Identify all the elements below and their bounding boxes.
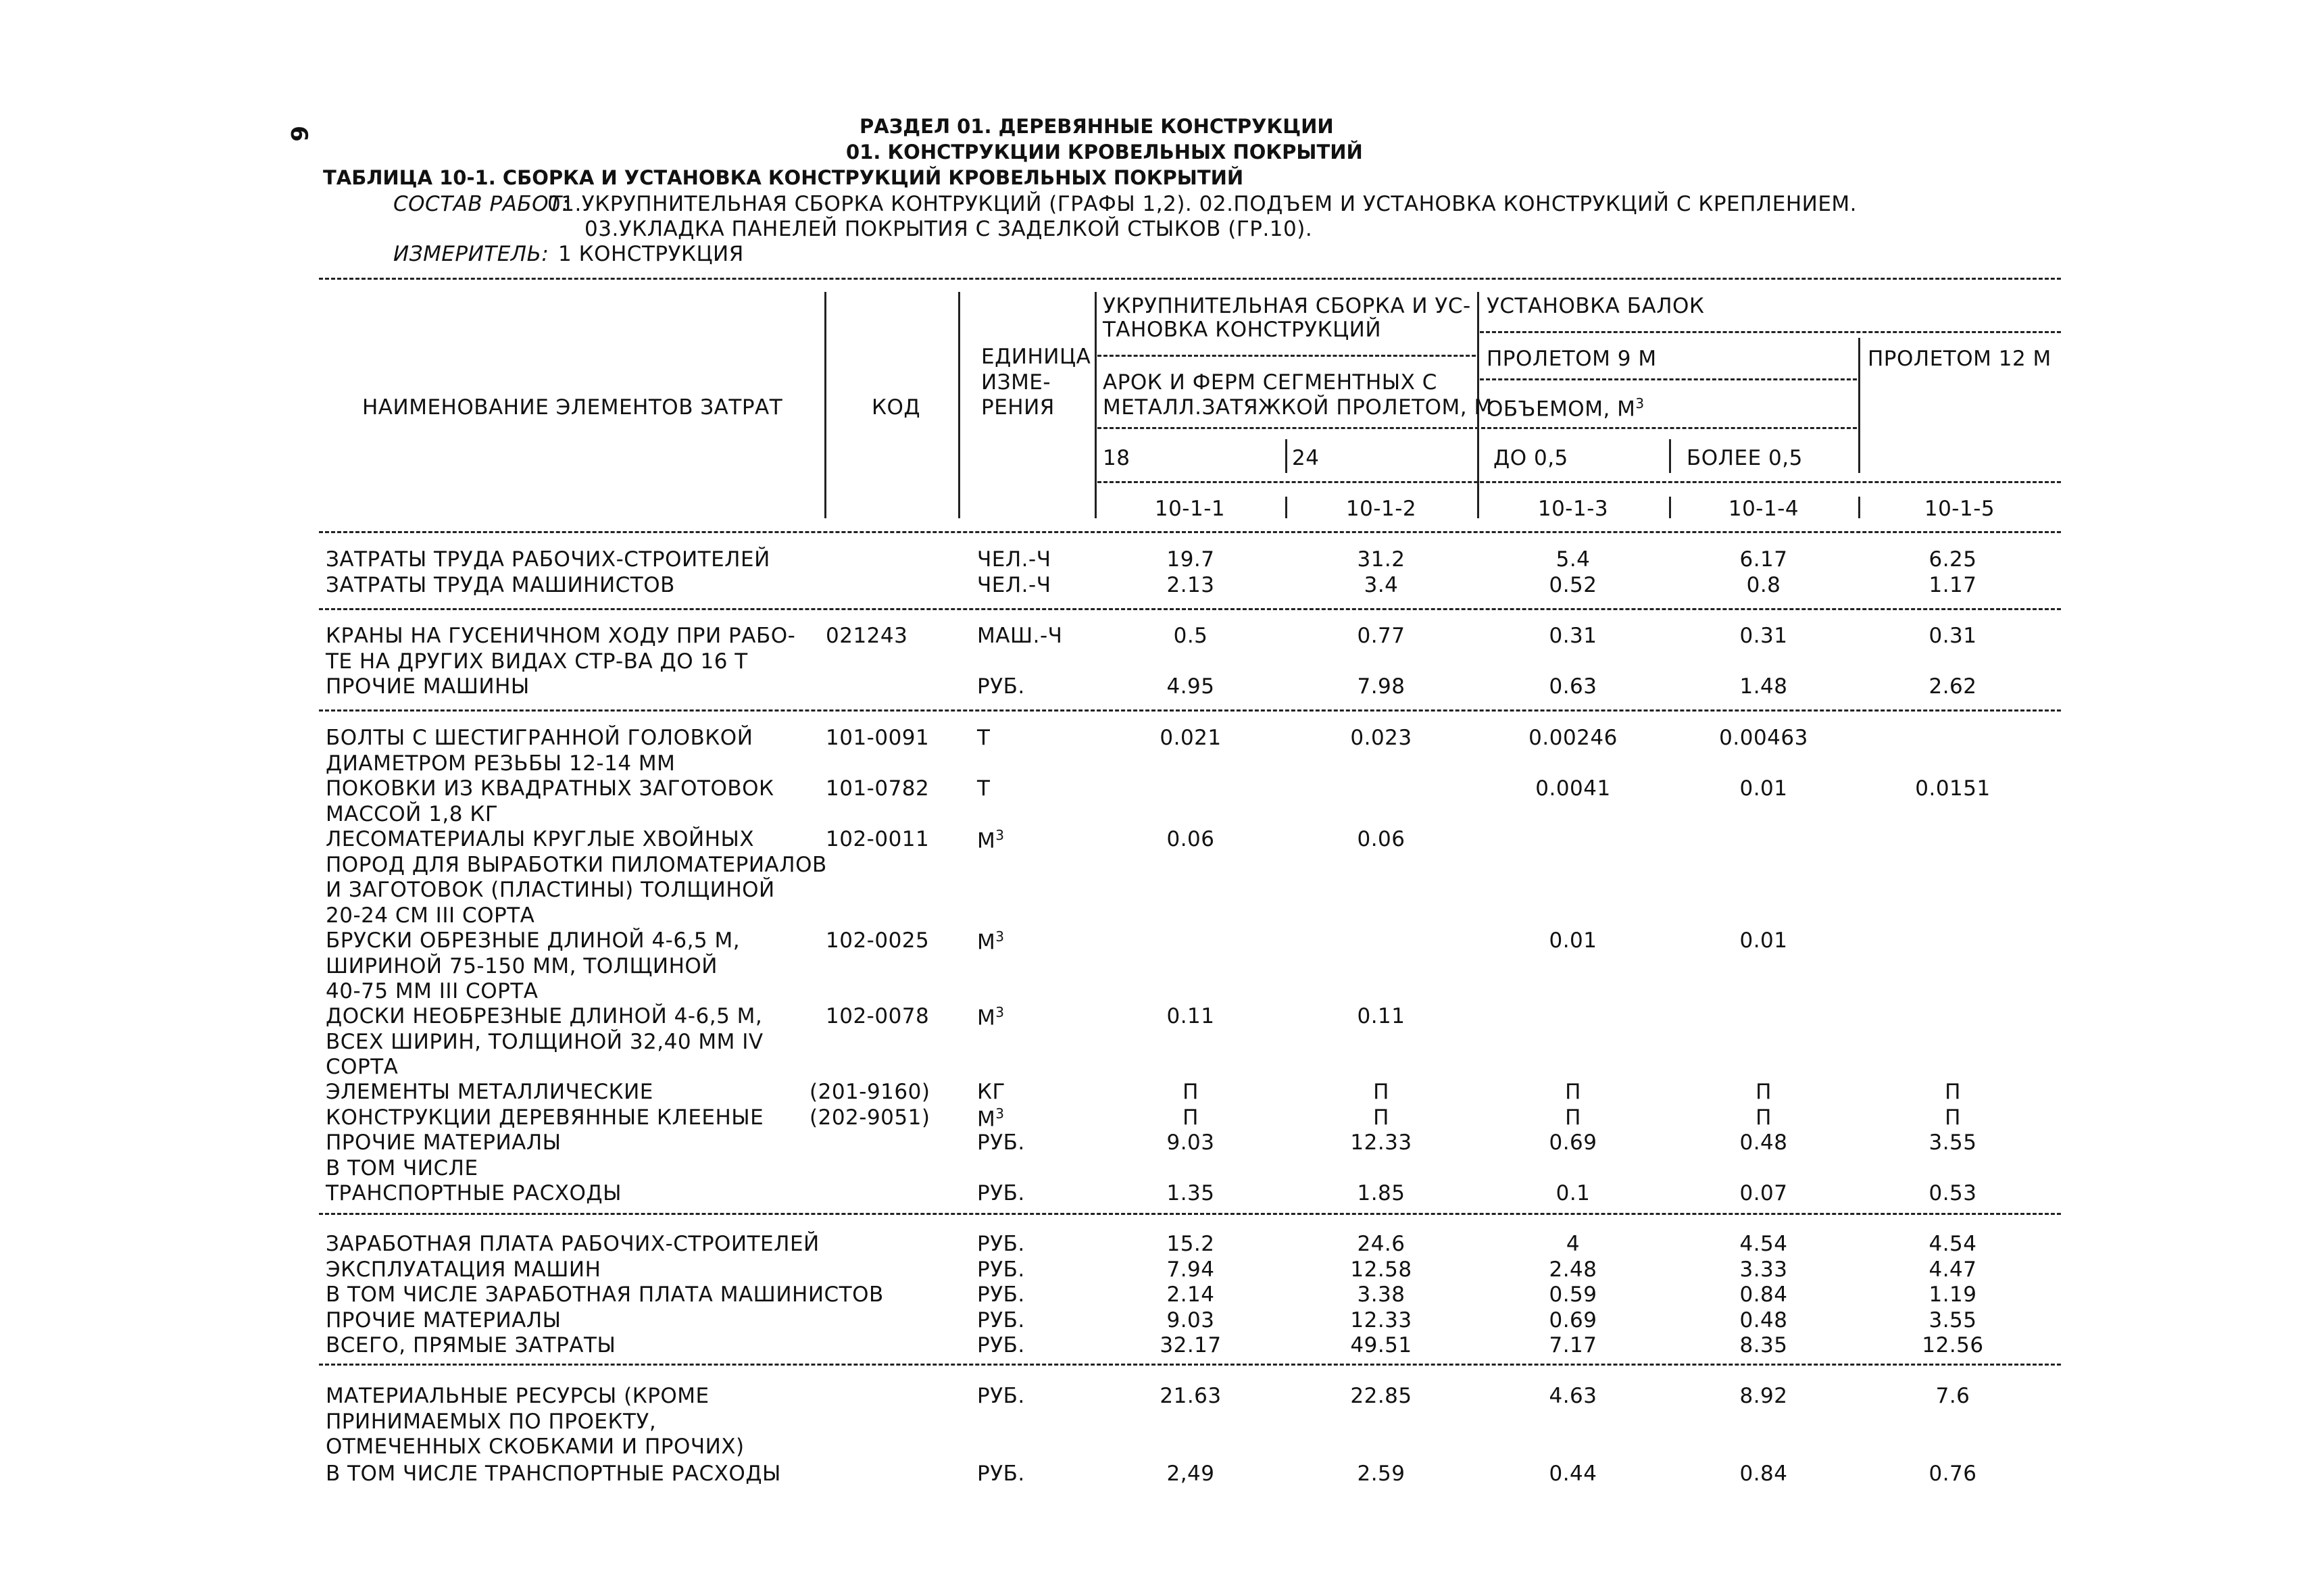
group-rule-4 — [319, 1364, 2061, 1366]
row-value: 4.54 — [1739, 1232, 1788, 1256]
meter-label: ИЗМЕРИТЕЛЬ: — [393, 242, 549, 266]
group1-header-2: ТАНОВКА КОНСТРУКЦИЙ — [1103, 318, 1382, 342]
header-bottom-rule — [319, 531, 2061, 533]
row-name: ДИАМЕТРОМ РЕЗЬБЫ 12-14 ММ — [326, 751, 676, 776]
row-value: 31.2 — [1357, 547, 1405, 572]
row-value: 3.55 — [1928, 1308, 1977, 1332]
row-value: 22.85 — [1350, 1384, 1412, 1408]
row-value: П — [1373, 1080, 1389, 1104]
row-unit: Т — [977, 776, 991, 801]
row-value: 3.38 — [1357, 1282, 1405, 1307]
header-over: БОЛЕЕ 0,5 — [1687, 446, 1803, 470]
row-value: 2.59 — [1357, 1462, 1405, 1486]
row-value: П — [1565, 1105, 1581, 1130]
row-name: В ТОМ ЧИСЛЕ ЗАРАБОТНАЯ ПЛАТА МАШИНИСТОВ — [326, 1282, 884, 1307]
row-code: 102-0025 — [826, 928, 930, 953]
row-value: 6.17 — [1739, 547, 1788, 572]
row-value: П — [1756, 1105, 1772, 1130]
col-unit-header-1: ЕДИНИЦА — [981, 345, 1091, 369]
row-unit: РУБ. — [977, 674, 1025, 699]
row-value: 1.17 — [1928, 573, 1977, 597]
row-value: П — [1565, 1080, 1581, 1104]
row-value: 2.13 — [1166, 573, 1215, 597]
row-name: ЗАТРАТЫ ТРУДА МАШИНИСТОВ — [326, 573, 675, 597]
row-unit: $М^3$ — [977, 827, 1005, 853]
work-label: СОСТАВ РАБОТ: — [393, 192, 570, 216]
volume-header — [1487, 395, 1645, 421]
row-unit: РУБ. — [977, 1130, 1025, 1155]
row-value: 0.59 — [1549, 1282, 1597, 1307]
table-title: ТАБЛИЦА 10-1. СБОРКА И УСТАНОВКА КОНСТРУКЦИЙ КРОВЕЛЬНЫХ ПОКРЫТИЙ — [323, 166, 1244, 189]
row-name: ВСЕХ ШИРИН, ТОЛЩИНОЙ 32,40 ММ IV — [326, 1029, 764, 1054]
code-col-2: 10-1-2 — [1345, 497, 1417, 521]
row-unit: РУБ. — [977, 1384, 1025, 1408]
row-unit: ЧЕЛ.-Ч — [977, 547, 1051, 572]
row-value: 7.6 — [1935, 1384, 1970, 1408]
row-value: 0.63 — [1549, 674, 1597, 699]
span12-header: ПРОЛЕТОМ 12 М — [1868, 347, 2051, 371]
row-value: 12.58 — [1350, 1257, 1412, 1282]
row-unit: РУБ. — [977, 1181, 1025, 1205]
row-name: ЭЛЕМЕНТЫ МЕТАЛЛИЧЕСКИЕ — [326, 1080, 653, 1104]
rule-span9 — [1480, 378, 1857, 380]
row-value: 21.63 — [1160, 1384, 1222, 1408]
row-code: 101-0091 — [826, 726, 930, 750]
group1-header-1: УКРУПНИТЕЛЬНАЯ СБОРКА И УС- — [1103, 294, 1471, 318]
row-name: ПРОЧИЕ МАШИНЫ — [326, 674, 530, 699]
code-col-5: 10-1-5 — [1924, 497, 1995, 521]
row-value: 8.35 — [1739, 1333, 1788, 1357]
col-unit-header-2: ИЗМЕ- — [981, 370, 1051, 395]
row-name: МАССОЙ 1,8 КГ — [326, 801, 499, 826]
row-code: (201-9160) — [810, 1080, 930, 1104]
section-title: РАЗДЕЛ 01. ДЕРЕВЯННЫЕ КОНСТРУКЦИИ — [860, 115, 1334, 138]
row-value: 0.11 — [1357, 1004, 1405, 1028]
row-name: ЛЕСОМАТЕРИАЛЫ КРУГЛЫЕ ХВОЙНЫХ — [326, 827, 755, 851]
row-value: 1.85 — [1357, 1181, 1405, 1205]
row-value: 2,49 — [1166, 1462, 1215, 1486]
row-value: 0.00246 — [1528, 726, 1618, 750]
code-col-1: 10-1-1 — [1154, 497, 1226, 521]
row-value: 0.8 — [1746, 573, 1781, 597]
row-value: 3.55 — [1928, 1130, 1977, 1155]
row-value: 0.53 — [1928, 1181, 1977, 1205]
row-value: 24.6 — [1357, 1232, 1405, 1256]
row-name: ВСЕГО, ПРЯМЫЕ ЗАТРАТЫ — [326, 1333, 616, 1357]
row-value: П — [1756, 1080, 1772, 1104]
row-unit: ЧЕЛ.-Ч — [977, 573, 1051, 597]
row-value: 0.44 — [1549, 1462, 1597, 1486]
rule-group1 — [1097, 355, 1476, 357]
row-name: ОТМЕЧЕННЫХ СКОБКАМИ И ПРОЧИХ) — [326, 1435, 745, 1459]
row-value: 7.94 — [1166, 1257, 1215, 1282]
row-value: 8.92 — [1739, 1384, 1788, 1408]
row-value: 12.33 — [1350, 1130, 1412, 1155]
row-name: ШИРИНОЙ 75-150 ММ, ТОЛЩИНОЙ — [326, 953, 718, 978]
table-top-rule — [319, 278, 2061, 280]
row-value: 4 — [1566, 1232, 1580, 1256]
row-value: 0.31 — [1739, 624, 1788, 648]
col-divider-span12 — [1858, 338, 1860, 473]
row-value: 0.0151 — [1915, 776, 1991, 801]
code-col-3: 10-1-3 — [1537, 497, 1609, 521]
row-unit: МАШ.-Ч — [977, 624, 1063, 648]
row-value: 1.35 — [1166, 1181, 1215, 1205]
row-unit: Т — [977, 726, 991, 750]
row-value: 0.84 — [1739, 1462, 1788, 1486]
row-value: 0.07 — [1739, 1181, 1788, 1205]
row-unit: РУБ. — [977, 1308, 1025, 1332]
row-value: 5.4 — [1555, 547, 1591, 572]
row-name: ПРОЧИЕ МАТЕРИАЛЫ — [326, 1308, 562, 1332]
row-value: 1.19 — [1928, 1282, 1977, 1307]
row-unit: $М^3$ — [977, 1105, 1005, 1132]
row-value: 12.33 — [1350, 1308, 1412, 1332]
row-value: 0.06 — [1357, 827, 1405, 851]
row-name: ПРИНИМАЕМЫХ ПО ПРОЕКТУ, — [326, 1409, 657, 1434]
row-value: П — [1183, 1105, 1199, 1130]
row-value: 3.4 — [1364, 573, 1399, 597]
row-name: СОРТА — [326, 1055, 399, 1079]
row-value: 12.56 — [1922, 1333, 1984, 1357]
row-name: В ТОМ ЧИСЛЕ — [326, 1155, 478, 1180]
row-unit: $М^3$ — [977, 928, 1005, 955]
header-24: 24 — [1292, 446, 1320, 470]
row-value: 0.01 — [1739, 776, 1788, 801]
span9-header: ПРОЛЕТОМ 9 М — [1487, 347, 1657, 371]
subsection-title: 01. КОНСТРУКЦИИ КРОВЕЛЬНЫХ ПОКРЫТИЙ — [846, 141, 1363, 164]
row-value: П — [1183, 1080, 1199, 1104]
row-name: БРУСКИ ОБРЕЗНЫЕ ДЛИНОЙ 4-6,5 М, — [326, 928, 741, 953]
row-value: 0.021 — [1160, 726, 1222, 750]
row-value: 0.023 — [1350, 726, 1412, 750]
row-value: 4.95 — [1166, 674, 1215, 699]
row-value: 32.17 — [1160, 1333, 1222, 1357]
row-value: 49.51 — [1350, 1333, 1412, 1357]
row-value: 0.01 — [1549, 928, 1597, 953]
row-name: ЗАРАБОТНАЯ ПЛАТА РАБОЧИХ-СТРОИТЕЛЕЙ — [326, 1232, 820, 1256]
row-code: 101-0782 — [826, 776, 930, 801]
group2-header: УСТАНОВКА БАЛОК — [1487, 294, 1705, 318]
row-value: 6.25 — [1928, 547, 1977, 572]
group-rule-1 — [319, 608, 2061, 610]
row-value: 0.31 — [1549, 624, 1597, 648]
row-value: 3.33 — [1739, 1257, 1788, 1282]
row-value: 9.03 — [1166, 1130, 1215, 1155]
row-unit: КГ — [977, 1080, 1005, 1104]
row-value: 4.47 — [1928, 1257, 1977, 1282]
row-value: П — [1373, 1105, 1389, 1130]
row-code: 102-0011 — [826, 827, 930, 851]
row-name: 40-75 ММ III СОРТА — [326, 979, 539, 1003]
col-divider-code — [824, 292, 826, 518]
row-value: 0.1 — [1555, 1181, 1591, 1205]
row-value: 7.98 — [1357, 674, 1405, 699]
row-name: КОНСТРУКЦИИ ДЕРЕВЯННЫЕ КЛЕЕНЫЕ — [326, 1105, 764, 1130]
row-name: ПРОЧИЕ МАТЕРИАЛЫ — [326, 1130, 562, 1155]
row-value: 0.48 — [1739, 1308, 1788, 1332]
row-name: ТРАНСПОРТНЫЕ РАСХОДЫ — [326, 1181, 622, 1205]
col-divider-18-24 — [1285, 439, 1287, 473]
row-value: 4.63 — [1549, 1384, 1597, 1408]
row-unit: РУБ. — [977, 1333, 1025, 1357]
group-rule-3 — [319, 1213, 2061, 1215]
row-unit: РУБ. — [977, 1257, 1025, 1282]
row-name: МАТЕРИАЛЬНЫЕ РЕСУРСЫ (КРОМЕ — [326, 1384, 710, 1408]
row-value: 0.31 — [1928, 624, 1977, 648]
col-divider-values — [1095, 292, 1097, 518]
row-unit: РУБ. — [977, 1232, 1025, 1256]
volume-sup: 3 — [1635, 395, 1645, 412]
row-name: ТЕ НА ДРУГИХ ВИДАХ СТР-ВА ДО 16 Т — [326, 649, 748, 674]
row-value: 0.01 — [1739, 928, 1788, 953]
row-name: ЗАТРАТЫ ТРУДА РАБОЧИХ-СТРОИТЕЛЕЙ — [326, 547, 770, 572]
row-value: П — [1945, 1105, 1961, 1130]
row-value: 2.14 — [1166, 1282, 1215, 1307]
col-unit-header-3: РЕНИЯ — [981, 395, 1055, 420]
row-value: П — [1945, 1080, 1961, 1104]
group1-sub-2: МЕТАЛЛ.ЗАТЯЖКОЙ ПРОЛЕТОМ, М — [1103, 395, 1493, 420]
row-name: И ЗАГОТОВОК (ПЛАСТИНЫ) ТОЛЩИНОЙ — [326, 878, 775, 902]
col-divider-unit — [958, 292, 960, 518]
code-col-4: 10-1-4 — [1728, 497, 1799, 521]
row-value: 4.54 — [1928, 1232, 1977, 1256]
row-value: 2.62 — [1928, 674, 1977, 699]
header-18: 18 — [1103, 446, 1130, 470]
meter-value: 1 КОНСТРУКЦИЯ — [558, 242, 744, 266]
row-name: КРАНЫ НА ГУСЕНИЧНОМ ХОДУ ПРИ РАБО- — [326, 624, 796, 648]
row-value: 0.48 — [1739, 1130, 1788, 1155]
row-value: 0.5 — [1173, 624, 1208, 648]
row-value: 0.69 — [1549, 1130, 1597, 1155]
rule-sub — [1097, 427, 1857, 429]
row-value: 0.84 — [1739, 1282, 1788, 1307]
row-name: В ТОМ ЧИСЛЕ ТРАНСПОРТНЫЕ РАСХОДЫ — [326, 1462, 781, 1486]
row-code: (202-9051) — [810, 1105, 930, 1130]
col-code-header: КОД — [872, 395, 921, 420]
row-unit: $М^3$ — [977, 1004, 1005, 1030]
page-number: 6 — [285, 126, 312, 142]
row-name: ЭКСПЛУАТАЦИЯ МАШИН — [326, 1257, 601, 1282]
row-value: 19.7 — [1166, 547, 1215, 572]
col-name-header: НАИМЕНОВАНИЕ ЭЛЕМЕНТОВ ЗАТРАТ — [362, 395, 783, 420]
row-value: 0.77 — [1357, 624, 1405, 648]
row-value: 2.48 — [1549, 1257, 1597, 1282]
row-name: БОЛТЫ С ШЕСТИГРАННОЙ ГОЛОВКОЙ — [326, 726, 753, 750]
row-value: 7.17 — [1549, 1333, 1597, 1357]
rule-beams — [1480, 331, 2061, 333]
row-name: ДОСКИ НЕОБРЕЗНЫЕ ДЛИНОЙ 4-6,5 М, — [326, 1004, 763, 1028]
row-value: 0.52 — [1549, 573, 1597, 597]
row-value: 15.2 — [1166, 1232, 1215, 1256]
work-line-2: 03.УКЛАДКА ПАНЕЛЕЙ ПОКРЫТИЯ С ЗАДЕЛКОЙ СТЫКОВ (ГР.10). — [584, 217, 1313, 241]
row-code: 021243 — [826, 624, 908, 648]
row-code: 102-0078 — [826, 1004, 930, 1028]
row-value: 0.69 — [1549, 1308, 1597, 1332]
row-value: 0.00463 — [1719, 726, 1808, 750]
rule-codes — [1097, 481, 2061, 483]
col-divider-upto-over — [1669, 439, 1671, 473]
group-rule-2 — [319, 709, 2061, 712]
volume-label: ОБЪЕМОМ, М — [1487, 397, 1636, 422]
row-value: 0.0041 — [1535, 776, 1611, 801]
work-line-1: 01.УКРУПНИТЕЛЬНАЯ СБОРКА КОНТРУКЦИЙ (ГРАФЫ 1,2). 02.ПОДЪЕМ И УСТАНОВКА КОНСТРУКЦИЙ С КРЕПЛЕНИЕМ. — [547, 192, 1858, 216]
row-value: 0.11 — [1166, 1004, 1215, 1028]
group1-sub-1: АРОК И ФЕРМ СЕГМЕНТНЫХ С — [1103, 370, 1437, 395]
row-value: 0.76 — [1928, 1462, 1977, 1486]
row-name: 20-24 СМ III СОРТА — [326, 903, 535, 928]
row-name: ПОКОВКИ ИЗ КВАДРАТНЫХ ЗАГОТОВОК — [326, 776, 774, 801]
header-upto: ДО 0,5 — [1493, 446, 1568, 470]
row-unit: РУБ. — [977, 1282, 1025, 1307]
row-value: 9.03 — [1166, 1308, 1215, 1332]
row-unit: РУБ. — [977, 1462, 1025, 1486]
row-value: 1.48 — [1739, 674, 1788, 699]
row-value: 0.06 — [1166, 827, 1215, 851]
row-name: ПОРОД ДЛЯ ВЫРАБОТКИ ПИЛОМАТЕРИАЛОВ — [326, 852, 827, 877]
